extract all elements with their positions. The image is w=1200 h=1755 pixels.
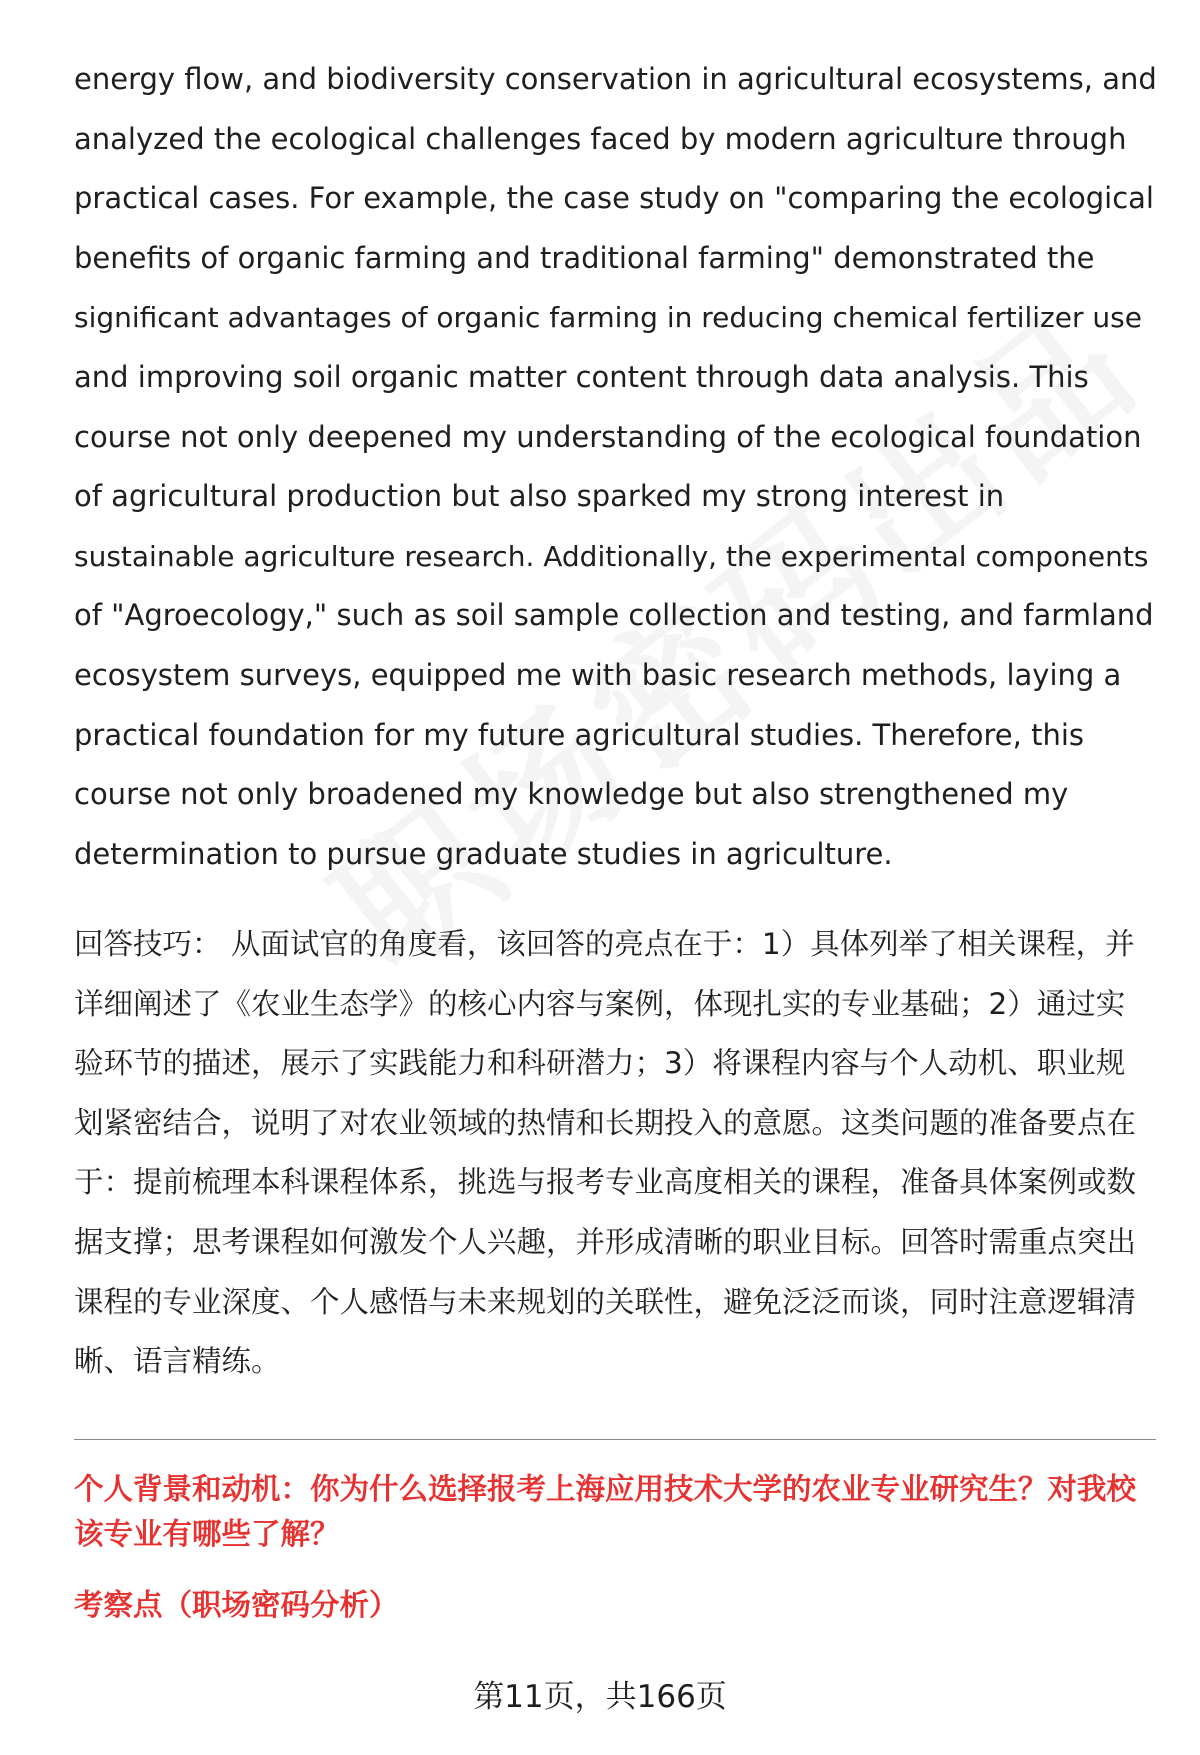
tip-line: 验环节的描述，展示了实践能力和科研潜力；3）将课程内容与个人动机、职业规 (74, 1046, 1126, 1081)
answer-line: sustainable agriculture research. Additionally, the experimental components (74, 539, 1149, 573)
tip-line: 晰、语言精练。 (74, 1344, 281, 1379)
answer-paragraph (74, 50, 1160, 884)
answer-line: course not only broadened my knowledge but also strengthened my (74, 777, 1069, 812)
answer-line: practical foundation for my future agricultural studies. Therefore, this (74, 717, 1085, 752)
tip-line: 于：提前梳理本科课程体系，挑选与报考专业高度相关的课程，准备具体案例或数 (74, 1165, 1137, 1200)
tip-line: 详细阐述了《农业生态学》的核心内容与案例，体现扎实的专业基础；2）通过实 (74, 986, 1126, 1021)
answer-line: of agricultural production but also sparked my strong interest in (74, 479, 1005, 514)
answer-line: course not only deepened my understanding of the ecological foundation (74, 419, 1142, 454)
answer-line: energy flow, and biodiversity conservation in agricultural ecosystems, and (74, 62, 1157, 96)
tip-line: 据支撑；思考课程如何激发个人兴趣，并形成清晰的职业目标。回答时需重点突出 (74, 1224, 1137, 1259)
answer-line: determination to pursue graduate studies in agriculture. (74, 836, 893, 871)
tip-line: 划紧密结合，说明了对农业领域的热情和长期投入的意愿。这类问题的准备要点在 (74, 1105, 1137, 1140)
answer-tips-paragraph (74, 915, 1154, 1392)
tip-line: 回答技巧： 从面试官的角度看，该回答的亮点在于：1）具体列举了相关课程，并 (74, 927, 1135, 961)
page-number-footer: 第11页，共166页 (473, 1679, 727, 1715)
answer-line: analyzed the ecological challenges faced by modern agriculture through (74, 121, 1127, 156)
question-heading-line: 个人背景和动机：你为什么选择报考上海应用技术大学的农业专业研究生？对我校 (74, 1472, 1137, 1506)
answer-line: significant advantages of organic farming in reducing chemical fertilizer use (74, 301, 1142, 335)
answer-line: benefits of organic farming and traditional farming" demonstrated the (74, 240, 1095, 275)
question-heading (74, 1467, 1164, 1557)
answer-line: and improving soil organic matter content through data analysis. This (74, 359, 1089, 394)
answer-line: of "Agroecology," such as soil sample collection and testing, and farmland (74, 598, 1154, 633)
section-divider (74, 1439, 1156, 1440)
tip-line: 课程的专业深度、个人感悟与未来规划的关联性，避免泛泛而谈，同时注意逻辑清 (74, 1284, 1137, 1319)
question-heading-line: 该专业有哪些了解？ (74, 1517, 340, 1551)
analysis-subheading: 考察点（职场密码分析） (74, 1588, 399, 1622)
answer-line: ecosystem surveys, equipped me with basic research methods, laying a (74, 657, 1122, 692)
answer-line: practical cases. For example, the case study on "comparing the ecological (74, 181, 1154, 216)
